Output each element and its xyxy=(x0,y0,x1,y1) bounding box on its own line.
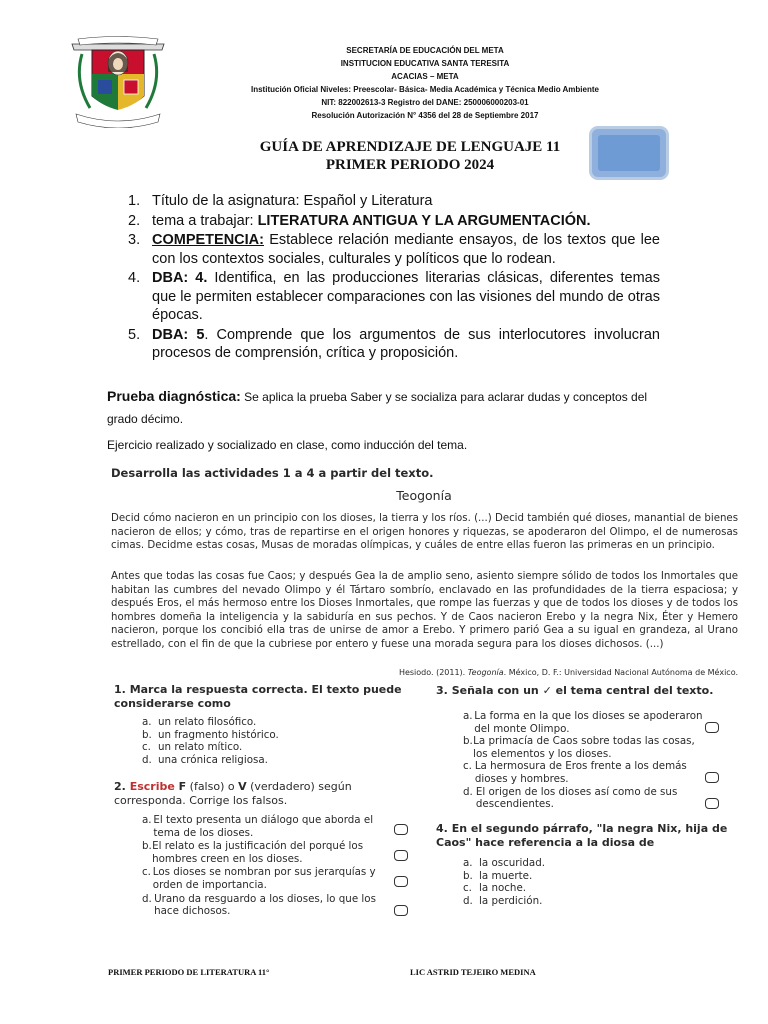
topic-item-5: 5. DBA: 5. Comprende que los argumentos de sus interlocutores involucran procesos de comprensión, crítica y proposición. xyxy=(128,326,660,361)
q2-checkbox-a[interactable] xyxy=(394,824,408,835)
topic-list xyxy=(128,192,660,364)
school-crest-logo xyxy=(68,36,168,128)
header-line-6: Resolución Autorización N° 4356 del 28 de Septiembre 2017 xyxy=(311,111,539,120)
header-line-3: ACACIAS – META xyxy=(391,72,459,81)
footer-period: PRIMER PERIODO DE LITERATURA 11° xyxy=(108,967,270,977)
topic-item-4: 4. DBA: 4. Identifica, en las producciones literarias clásicas, diferentes temas que le permiten establecer comparaciones con las visiones del mundo de otras épocas. xyxy=(128,270,660,323)
q2-option-b: b. El relato es la justificación del porqué los hombres creen en los dioses. xyxy=(142,840,382,865)
q1-option-c[interactable]: c. un relato mítico. xyxy=(142,741,243,754)
topic-item-3: 3. COMPETENCIA: Establece relación mediante ensayos, de los textos que lee con los contextos sociales, culturales y políticos que lo rodean. xyxy=(128,232,660,267)
question-3-options xyxy=(463,710,703,811)
q3-option-c: c. La hermosura de Eros frente a los demás dioses y hombres. xyxy=(463,760,703,785)
topic-item-1: 1. Título de la asignatura: Español y Literatura xyxy=(128,193,433,209)
reading-citation: Hesiodo. (2011). Teogonía. México, D. F.: Universidad Nacional Autónoma de México. xyxy=(398,668,738,677)
q1-option-d[interactable]: d. una crónica religiosa. xyxy=(142,753,268,766)
header-line-2: INSTITUCION EDUCATIVA SANTA TERESITA xyxy=(340,59,510,68)
q4-option-c[interactable]: c. la noche. xyxy=(463,882,527,895)
reading-paragraph-1: Decid cómo nacieron en un principio con los dioses, la tierra y los ríos. (...) Decid también qué dioses, manantial de bienes nacieron de ellos; y cómo, tras de repartirse en el origen honores y riquezas, se apoderaron del Olimpo, el de numerosas cimas. Decidme estas cosas, Musas de moradas olímpicas, y cuáles de entre ellas fueron las primeras en un principio. xyxy=(111,513,738,552)
question-4: 4. En el segundo párrafo, "la negra Nix, hija de Caos" hace referencia a la diosa de xyxy=(436,822,728,849)
q2-option-a: a. El texto presenta un diálogo que aborda el tema de los dioses. xyxy=(142,814,382,839)
header-line-5: NIT: 822002613-3 Registro del DANE: 250006000203-01 xyxy=(321,98,529,107)
checkmark-icon: ✓ xyxy=(542,684,552,697)
q4-option-a[interactable]: a. la oscuridad. xyxy=(463,857,546,869)
q3-checkbox-a[interactable] xyxy=(705,722,719,733)
question-1-options xyxy=(142,716,402,766)
q2-checkbox-c[interactable] xyxy=(394,876,408,887)
reading-instruction: Desarrolla las actividades 1 a 4 a partir del texto. xyxy=(111,466,434,480)
guide-title xyxy=(240,138,580,174)
q3-option-b: b. La primacía de Caos sobre todas las cosas, los elementos y los dioses. xyxy=(463,735,695,760)
reading-paragraph-2: Antes que todas las cosas fue Caos; y después Gea la de amplio seno, asiento siempre sólido de todos los Inmortales que habitan las cumbres del nevado Olimpo y él Tártaro sombrío, enclavado en las profundidades de la tierra espaciosa; y después Eros, el más hermoso entre los Dioses Inmortales, que rompe las fuerzas y que de todos los dioses y de todos los hombres domeña la inteligencia y la sabiduría en sus pechos. Y de Caos nacieron Erebo y la negra Nix, Éter y Hemero nacieron, porque los concibió ella tras de unirse de amor a Erebo. Y primero parió Gea a su igual en grandeza, al Urano estrellado, con el fin de que la cubriese por entero y fuese una morada segura para los dioses dichosos. (...) xyxy=(111,571,738,650)
diagnostic-paragraph: Prueba diagnóstica: Se aplica la prueba Saber y se socializa para aclarar dudas y conceptos del grado décimo. xyxy=(107,388,648,426)
diagnostic-lead: Prueba diagnóstica: xyxy=(107,388,241,404)
q3-option-d: d. El origen de los dioses así como de sus descendientes. xyxy=(463,786,703,811)
guide-title-line-1: GUÍA DE APRENDIZAJE DE LENGUAJE 11 xyxy=(259,139,561,155)
q3-option-a: a. La forma en la que los dioses se apoderaron del monte Olimpo. xyxy=(463,710,703,735)
q4-option-d[interactable]: d. la perdición. xyxy=(463,894,543,907)
q3-checkbox-c[interactable] xyxy=(705,772,719,783)
exercise-note: Ejercicio realizado y socializado en clase, como inducción del tema. xyxy=(107,438,468,452)
question-4-options xyxy=(463,857,703,907)
q1-option-b[interactable]: b. un fragmento histórico. xyxy=(142,728,279,741)
question-2-options xyxy=(142,814,382,918)
q2-option-c: c. Los dioses se nombran por sus jerarquías y orden de importancia. xyxy=(142,866,382,891)
question-2: 2. Escribe F (falso) o V (verdadero) según corresponda. Corrige los falsos. xyxy=(114,780,352,807)
q1-option-a[interactable]: a. un relato filosófico. xyxy=(142,716,257,728)
q4-option-b[interactable]: b. la muerte. xyxy=(463,869,533,882)
reading-title: Teogonía xyxy=(396,488,452,503)
question-3: 3. Señala con un ✓ el tema central del texto. xyxy=(436,684,714,697)
footer-teacher: LIC ASTRID TEJEIRO MEDINA xyxy=(410,967,536,977)
question-1: 1. Marca la respuesta correcta. El texto puede considerarse como xyxy=(114,683,402,710)
q2-checkbox-b[interactable] xyxy=(394,850,408,861)
q3-checkbox-d[interactable] xyxy=(705,798,719,809)
q2-checkbox-d[interactable] xyxy=(394,905,408,916)
header-line-1: SECRETARÍA DE EDUCACIÓN DEL META xyxy=(346,46,504,55)
q2-option-d: d. Urano da resguardo a los dioses, lo que los hace dichosos. xyxy=(142,893,382,918)
decorative-blue-box xyxy=(589,126,669,180)
guide-title-line-2: PRIMER PERIODO 2024 xyxy=(325,157,495,173)
topic-item-2: 2. tema a trabajar: LITERATURA ANTIGUA Y LA ARGUMENTACIÓN. xyxy=(128,212,591,229)
header-line-4: Institución Oficial Niveles: Preescolar- Básica- Media Académica y Técnica Medio Ambiente xyxy=(251,85,599,94)
